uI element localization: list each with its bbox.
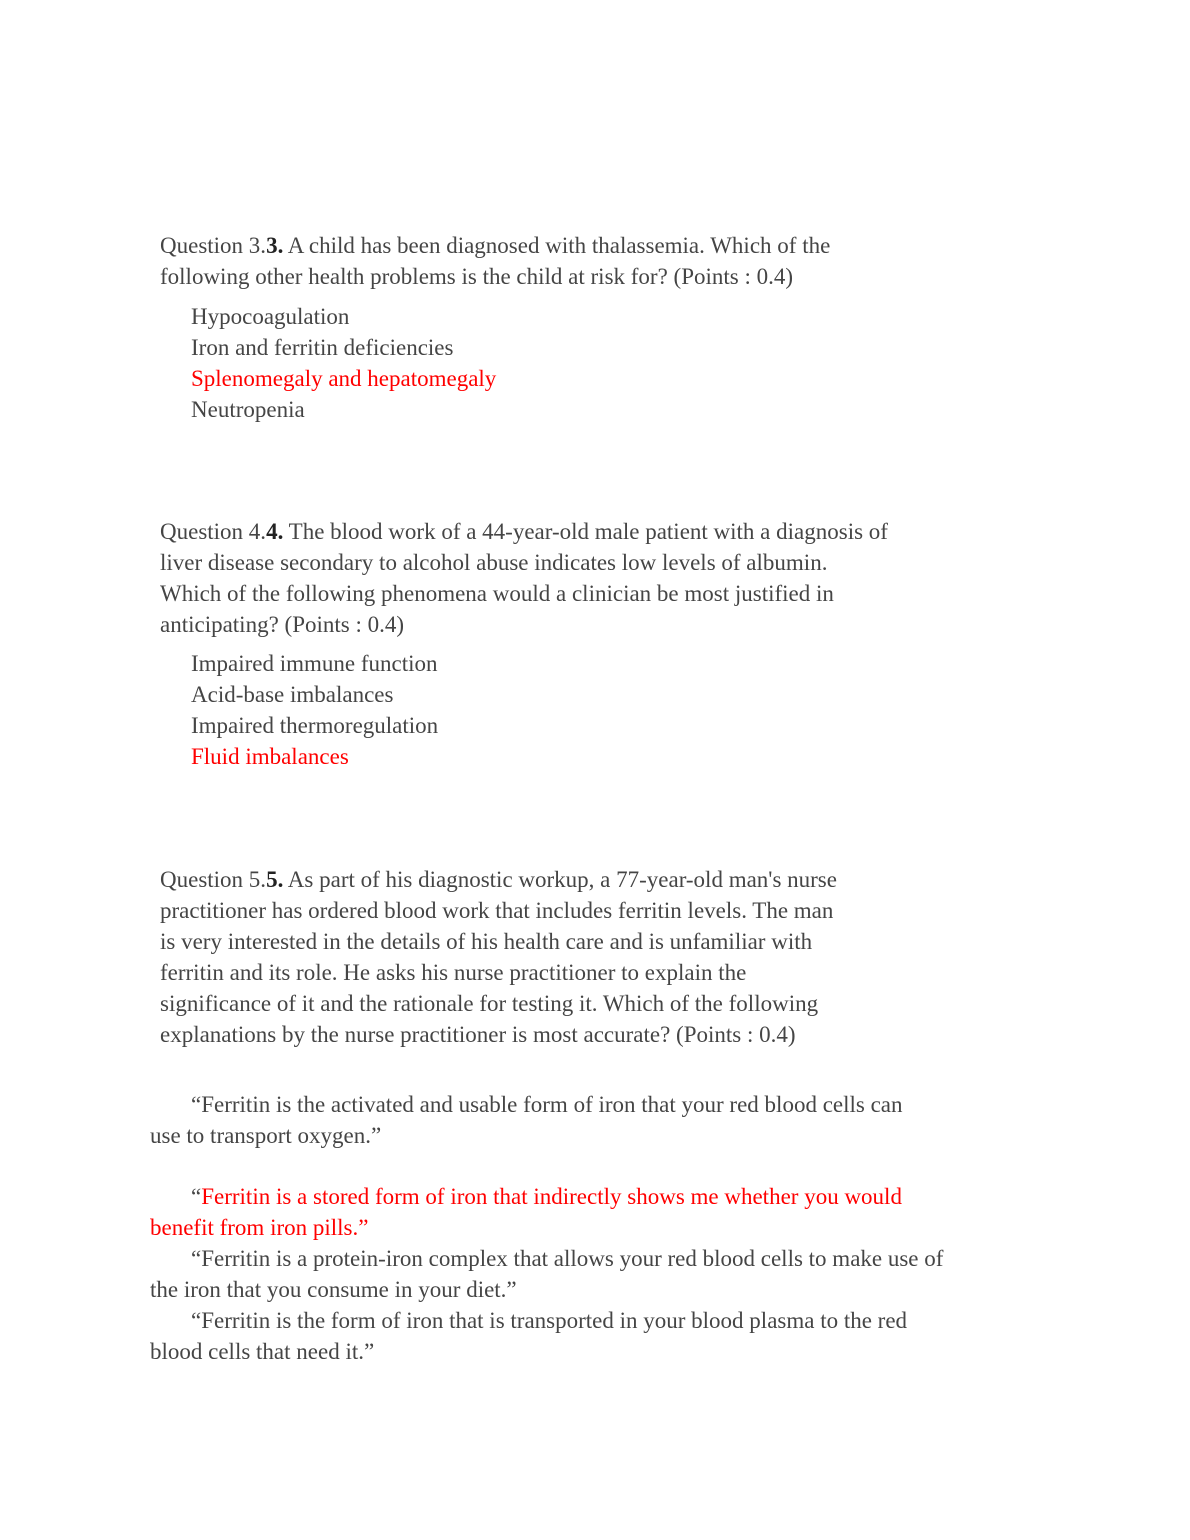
question-5-stem (160, 864, 850, 1050)
question-5-number: 5. (266, 867, 284, 892)
question-3-option-c-correct[interactable]: Splenomegaly and hepatomegaly (191, 366, 497, 391)
question-4-text: The blood work of a 44-year-old male patient with a diagnosis of liver disease secondary to alcohol abuse indicates low levels of albumin. Which of the following phenomena would a clinician be most justified in anticipating? (Points : 0.4) (160, 519, 888, 637)
question-5-option-b-text: Ferritin is a stored form of iron that indirectly shows me whether you would benefit from iron pills.” (150, 1184, 902, 1240)
question-4-prefix: Question 4. (160, 519, 267, 544)
question-4-option-a[interactable]: Impaired immune function (191, 651, 438, 676)
question-5-option-d-text: Ferritin is the form of iron that is transported in your blood plasma to the red blood cells that need it.” (150, 1308, 908, 1364)
question-4-stem (160, 516, 890, 640)
question-5-text: As part of his diagnostic workup, a 77-year-old man's nurse practitioner has ordered blood work that includes ferritin levels. The man is very interested in the details of his health care and is unfamiliar with ferritin and its role. He asks his nurse practitioner to explain the significance of it and the rationale for testing it. Which of the following explanations by the nurse practitioner is most accurate? (Points : 0.4) (160, 867, 837, 1047)
question-5-option-a-text: Ferritin is the activated and usable form of iron that your red blood cells can use to transport oxygen.” (150, 1092, 903, 1148)
question-3-text: A child has been diagnosed with thalassemia. Which of the following other health problems is the child at risk for? (Points : 0.4) (160, 233, 831, 289)
question-4-option-b[interactable]: Acid-base imbalances (191, 682, 394, 707)
question-5-option-a[interactable] (150, 1089, 930, 1151)
question-4-option-c[interactable]: Impaired thermoregulation (191, 713, 439, 738)
question-5-option-c[interactable] (150, 1243, 950, 1305)
question-5-option-c-open-quote: “ (191, 1246, 202, 1271)
question-5-option-c-text: Ferritin is a protein-iron complex that allows your red blood cells to make use of the iron that you consume in your diet.” (150, 1246, 944, 1302)
question-5-option-b-open-quote: “ (191, 1184, 202, 1209)
question-3-options (191, 301, 496, 425)
question-4-options (191, 648, 438, 772)
question-3-stem (160, 230, 860, 292)
question-5-option-d[interactable] (150, 1305, 935, 1367)
question-4-option-d-correct[interactable]: Fluid imbalances (191, 744, 349, 769)
question-3-prefix: Question 3. (160, 233, 267, 258)
question-3-option-b[interactable]: Iron and ferritin deficiencies (191, 335, 454, 360)
question-3-option-a[interactable]: Hypocoagulation (191, 304, 350, 329)
question-5-option-d-open-quote: “ (191, 1308, 202, 1333)
question-5-option-b-correct[interactable] (150, 1181, 930, 1243)
question-3-number: 3. (266, 233, 284, 258)
question-5-option-a-open-quote: “ (191, 1092, 202, 1117)
question-3-option-d[interactable]: Neutropenia (191, 397, 305, 422)
question-4-number: 4. (266, 519, 284, 544)
question-5-prefix: Question 5. (160, 867, 267, 892)
